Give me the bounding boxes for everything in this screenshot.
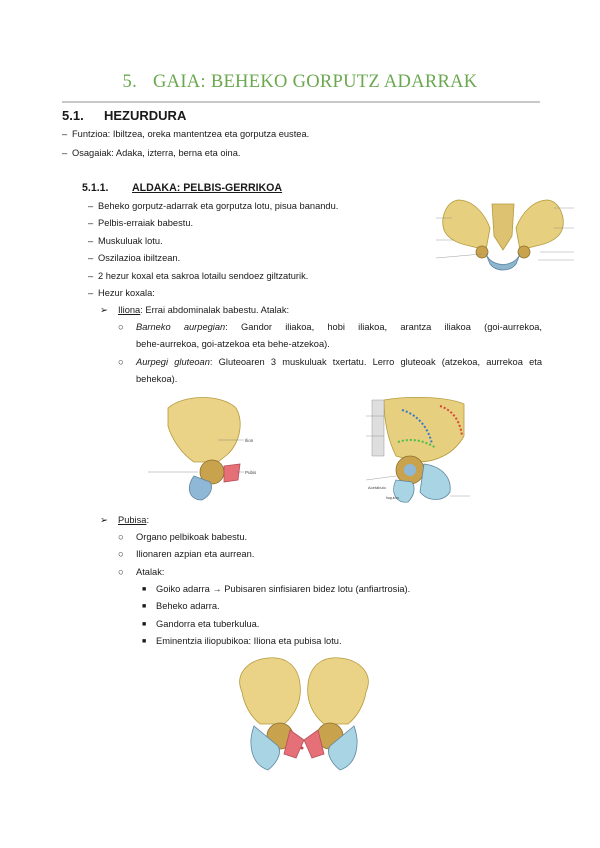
- ilion-label: Ilion: [245, 438, 254, 443]
- iliona-subitem-cont: behe-aurrekoa, goi-atzekoa eta behe-atzekoa).: [136, 339, 330, 349]
- iliona-item: ➢ Iliona: Errai abdominalak babestu. Atalak:: [100, 305, 290, 315]
- bullet-item: – Hezur koxala:: [88, 288, 155, 298]
- chapter-title: [0, 72, 600, 93]
- bullet-item: – Oszilazioa ibiltzean.: [88, 253, 181, 263]
- pubisa-label: Pubisa: [118, 515, 147, 525]
- section-number: 5.1.: [62, 108, 84, 123]
- pubisa-subitem: ○ Ilionaren azpian eta aurrean.: [118, 549, 255, 559]
- pelvis-figure: [428, 188, 578, 280]
- subsection-number: 5.1.1.: [82, 182, 109, 194]
- hip-bones-figure: [226, 652, 382, 780]
- intro-text: Osagaiak: Adaka, izterra, berna eta oina.: [72, 148, 241, 158]
- ilium-lateral-figure: [148, 392, 280, 504]
- subsection-title: ALDAKA: PELBIS-GERRIKOA: [132, 182, 283, 194]
- iliona-subitem-cont: behekoa).: [136, 374, 178, 384]
- pubis-label: Pubis: [245, 470, 257, 475]
- ilium-medial-figure: [366, 396, 470, 506]
- intro-text: Funtzioa: Ibiltzea, oreka mantentzea eta gorputza eustea.: [72, 129, 310, 139]
- pubisa-item: ➢ Pubisa:: [100, 515, 150, 525]
- pubisa-subsubitem: ■ Goiko adarra → Pubisaren sinfisiaren bidez lotu (anfiartrosia).: [142, 584, 411, 594]
- chapter-number: 5.: [122, 72, 138, 92]
- title-divider: [62, 101, 540, 103]
- intro-item: – Funtzioa: Ibiltzea, oreka mantentzea eta gorputza eustea.: [62, 129, 310, 139]
- pubisa-subsubitem: ■ Eminentzia iliopubikoa: Iliona eta pubisa lotu.: [142, 636, 342, 646]
- iliona-label: Iliona: [118, 305, 141, 315]
- bullet-item: – Beheko gorputz-adarrak eta gorputza lotu, pisua banandu.: [88, 201, 339, 211]
- bullet-item: – 2 hezur koxal eta sakroa lotailu sendoez giltzaturik.: [88, 271, 309, 281]
- acetabulum-label: Acetábulo: [368, 485, 386, 490]
- iliona-subitem: ○ Barneko aurpegian: Gandor iliakoa, hobi iliakoa, arantza iliakoa (goi-aurrekoa,: [118, 322, 542, 332]
- bullet-item: – Muskuluak lotu.: [88, 236, 163, 246]
- pubisa-subsubitem: ■ Beheko adarra.: [142, 601, 220, 611]
- subsection-heading: [82, 182, 282, 194]
- bullet-item: – Pelbis-erraiak babestu.: [88, 218, 194, 228]
- chapter-title-text: GAIA: BEHEKO GORPUTZ ADARRAK: [153, 72, 478, 92]
- section-heading: [62, 108, 186, 123]
- pubisa-subsubitem: ■ Gandorra eta tuberkulua.: [142, 619, 260, 629]
- pubisa-subitem: ○ Organo pelbikoak babestu.: [118, 532, 248, 542]
- pubisa-subitem: ○ Atalak:: [118, 567, 165, 577]
- ischium-label: Isquion: [386, 495, 399, 500]
- iliona-subitem: ○ Aurpegi gluteoan: Gluteoaren 3 muskuluak txertatu. Lerro gluteoak (atzekoa, aurrekoa eta: [118, 357, 542, 367]
- section-title: HEZURDURA: [104, 108, 187, 123]
- intro-item: – Osagaiak: Adaka, izterra, berna eta oina.: [62, 148, 241, 158]
